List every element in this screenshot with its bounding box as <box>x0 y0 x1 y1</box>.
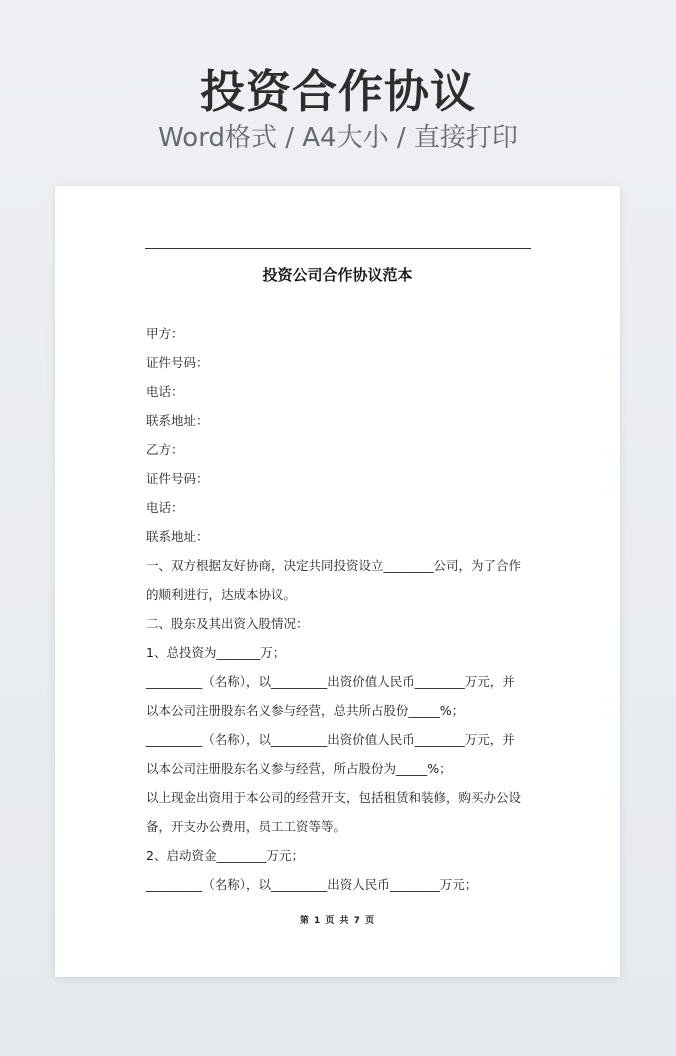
party-a-address-label: 联系地址： <box>146 413 209 428</box>
shareholder-3-line: _________（名称），以_________出资人民币________万元； <box>146 877 478 892</box>
clause-2-heading: 二、股东及其出资入股情况： <box>146 616 309 631</box>
shareholder-1-line-2: 以本公司注册股东名义参与经营，总共所占股份_____%； <box>146 703 465 718</box>
party-b-phone-label: 电话： <box>146 500 184 515</box>
total-investment-line: 1、总投资为_______万； <box>146 645 286 660</box>
party-b-id-label: 证件号码： <box>146 471 209 486</box>
hero-subtitle: Word格式 / A4大小 / 直接打印 <box>158 123 518 153</box>
cash-usage-line-1: 以上现金出资用于本公司的经营开支，包括租赁和装修，购买办公设 <box>146 790 522 805</box>
hero-title: 投资合作协议 <box>199 65 476 118</box>
shareholder-2-line-2: 以本公司注册股东名义参与经营，所占股份为_____%； <box>146 761 452 776</box>
clause-1-line-1: 一、双方根据友好协商，决定共同投资设立________公司，为了合作 <box>146 558 522 573</box>
cash-usage-line-2: 备，开支办公费用，员工工资等等。 <box>146 819 347 834</box>
header-rule <box>145 248 531 249</box>
party-a-phone-label: 电话： <box>146 384 184 399</box>
shareholder-2-line-1: _________（名称），以_________出资价值人民币________万元，并 <box>146 732 515 747</box>
party-a-id-label: 证件号码： <box>146 355 209 370</box>
document-body <box>146 319 532 899</box>
page-number: 第 1 页 共 7 页 <box>299 916 376 926</box>
party-b-address-label: 联系地址： <box>146 529 209 544</box>
party-b-label: 乙方： <box>146 442 184 457</box>
shareholder-1-line-1: _________（名称），以_________出资价值人民币________万元，并 <box>146 674 515 689</box>
clause-1-line-2: 的顺利进行，达成本协议。 <box>146 587 297 602</box>
document-title: 投资公司合作协议范本 <box>262 266 413 284</box>
startup-capital-line: 2、启动资金________万元； <box>146 848 304 863</box>
party-a-label: 甲方： <box>146 326 184 341</box>
document-page <box>55 186 620 977</box>
